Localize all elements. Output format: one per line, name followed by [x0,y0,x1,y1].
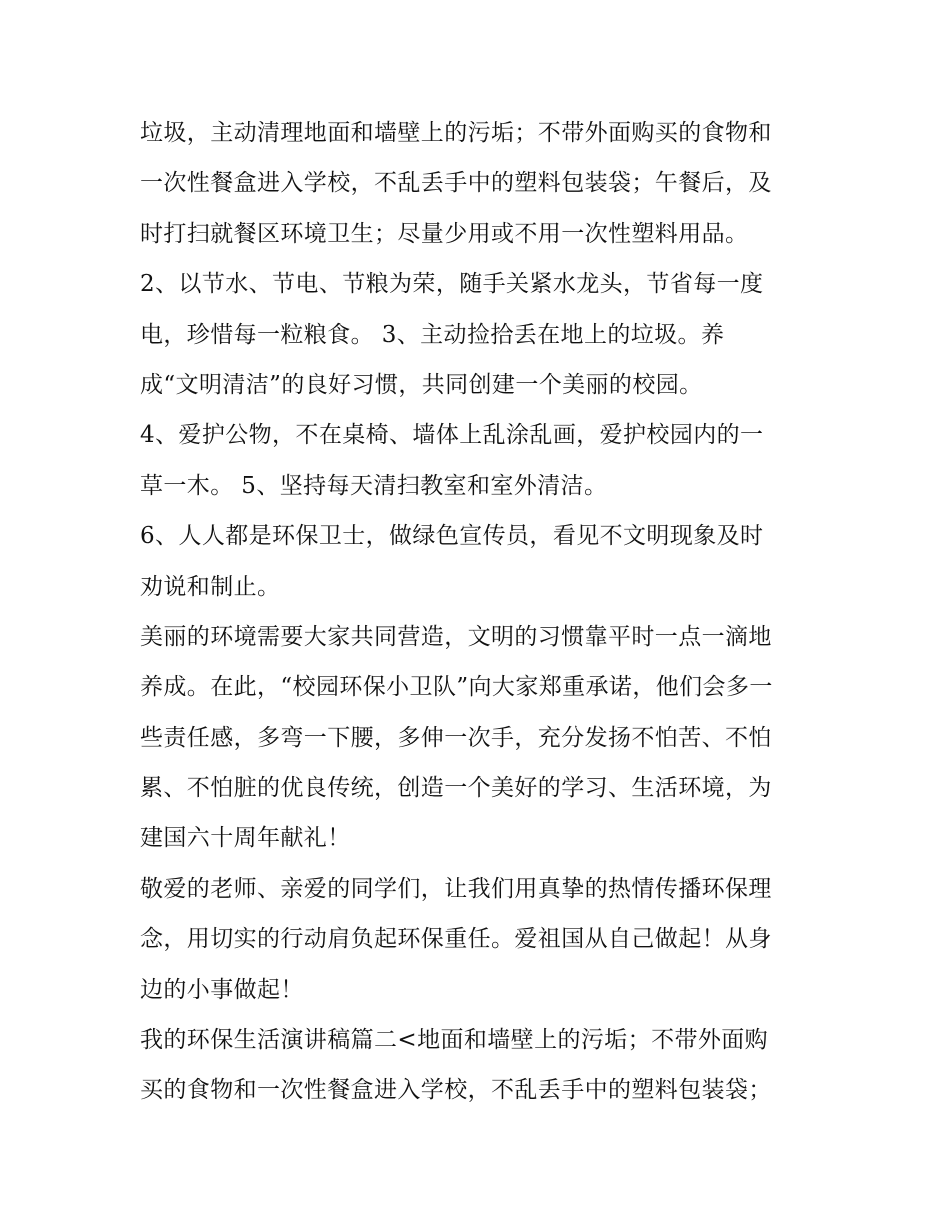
text-line: 成“文明清洁”的良好习惯，共同创建一个美丽的校园。 [140,371,703,398]
text-line: 买的食物和一次性餐盒进入学校，不乱丢手中的塑料包装袋； [140,1077,772,1104]
text-line: 建国六十周年献礼！ [140,825,351,852]
text-line: 电，珍惜每一粒粮食。 3、主动捡拾丢在地上的垃圾。养 [140,321,725,348]
text-line: 草一木。 5、坚持每天清扫教室和室外清洁。 [140,472,608,499]
text-line: 养成。在此，“校园环保小卫队”向大家郑重承诺，他们会多一 [140,674,773,701]
text-line: 2、以节水、节电、节粮为荣，随手关紧水龙头，节省每一度 [140,271,764,298]
text-line: 美丽的环境需要大家共同营造，文明的习惯靠平时一点一滴地 [140,623,772,650]
text-line: 敬爱的老师、亲爱的同学们，让我们用真挚的热情传播环保理 [140,875,772,902]
text-line: 6、人人都是环保卫士，做绿色宣传员，看见不文明现象及时 [140,523,764,550]
text-line: 劝说和制止。 [140,573,281,600]
text-line: 些责任感，多弯一下腰，多伸一次手，充分发扬不怕苦、不怕 [140,724,772,751]
text-line: 我的环保生活演讲稿篇二<地面和墙壁上的污垢；不带外面购 [140,1027,769,1054]
text-line: 4、爱护公物，不在桌椅、墙体上乱涂乱画，爱护校园内的一 [140,422,764,449]
text-line: 时打扫就餐区环境卫生；尽量少用或不用一次性塑料用品。 [140,220,749,247]
text-line: 垃圾，主动清理地面和墙壁上的污垢；不带外面购买的食物和 [140,120,772,146]
text-line: 念，用切实的行动肩负起环保重任。爱祖国从自己做起！从身 [140,926,772,953]
text-line: 一次性餐盒进入学校，不乱丢手中的塑料包装袋；午餐后，及 [140,170,772,197]
text-line: 累、不怕脏的优良传统，创造一个美好的学习、生活环境，为 [140,775,772,802]
text-line: 边的小事做起！ [140,976,304,1003]
document-body [140,108,830,1116]
